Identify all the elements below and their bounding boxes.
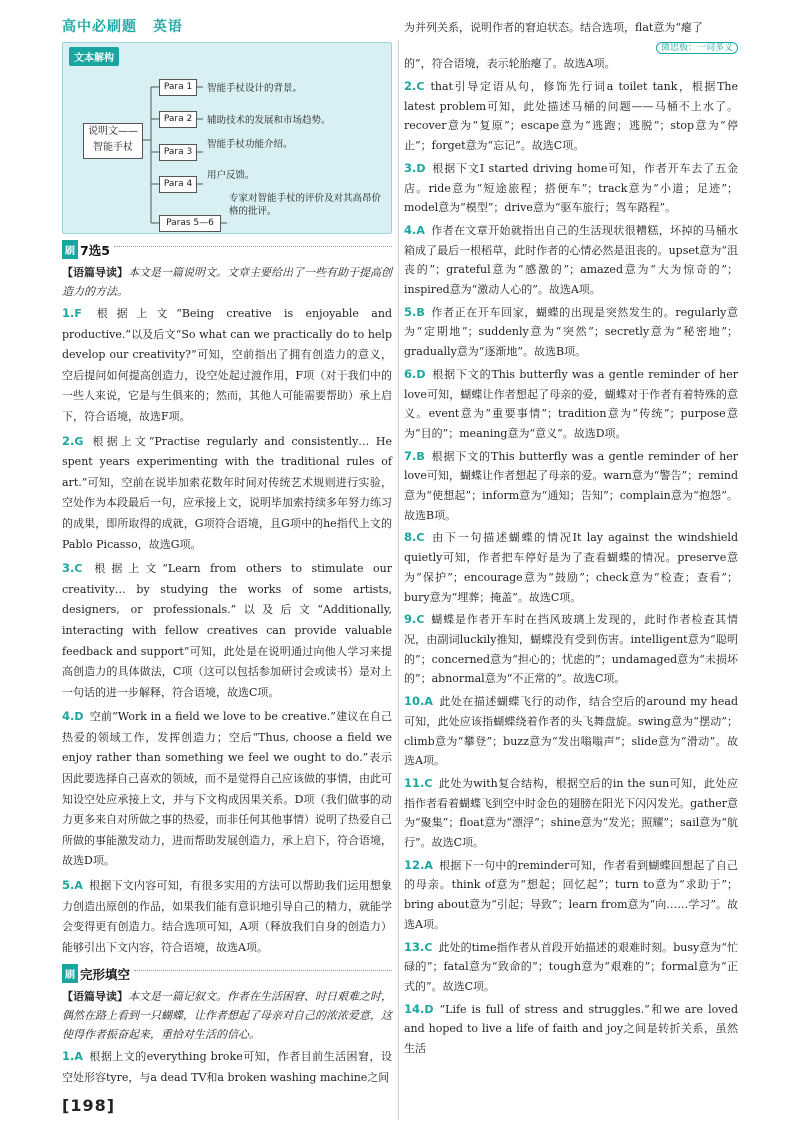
item-explanation: that引导定语从句，修饰先行词a toilet tank，根据The latest problem可知，此处描述马桶的问题——马桶不上水了。recover意为“复原”；escape意为“逃跑；逃脱”；stop意为“停止”；forget意为“忘记”。故选C项。 (404, 80, 738, 153)
root-line-1: 说明文—— (88, 126, 138, 137)
section-7-choose-5-header (62, 240, 392, 259)
item-explanation: “Life is full of stress and struggles.”和we are loved and hoped to live a life of faith and joy之间是转折关系，虽然生活 (404, 1002, 738, 1056)
item-explanation: 根据上文“Being creative is enjoyable and productive.”以及后文“So what can we practically do to help develop our creativity?”可知，空前指出了拥有创造力的意义，空后提问如何提高创造力，设空处起过渡作用，F项（对于我们中的一些人来说，它是与生俱来的；然而，其他人可能需要帮助）承上启下，符合语境，故选F项。 (62, 307, 392, 423)
item-explanation: 根据下一句中的reminder可知，作者看到蝴蝶回想起了自己的母亲。think of意为“想起；回忆起”；turn to意为“求助于”；bring about意为“引起；导致”；learn from意为“向……学习”。故选A项。 (404, 858, 738, 931)
item-explanation: 此处的time指作者从首段开始描述的艰难时刻。busy意为“忙碌的”；fatal意为“致命的”；tough意为“艰难的”；formal意为“正式的”。故选C项。 (404, 940, 738, 993)
answer-item (404, 365, 738, 444)
answer-item (62, 558, 392, 703)
answer-item (62, 431, 392, 556)
answer-item (404, 856, 738, 935)
item-number: 10. (404, 694, 425, 709)
answer-item (404, 610, 738, 689)
item-answer: A (424, 858, 433, 872)
answer-item (404, 1000, 738, 1059)
item-explanation: 此处在描述蝴蝶飞行的动作，结合空后的around my head可知，此处应该指蝴蝶绕着作者的头飞舞盘旋。swing意为“摆动”；climb意为“攀登”；buzz意为“发出嗡嗡声”；slide意为“滑动”。故选A项。 (404, 695, 738, 768)
item-number: 14. (404, 1001, 425, 1016)
reading-guide-2 (62, 987, 392, 1044)
item-number: 5. (404, 304, 417, 319)
right-column (404, 18, 738, 1062)
guide-label: 【语篇导读】 (62, 990, 128, 1004)
para-desc-2: 辅助技术的发展和市场趋势。 (207, 115, 331, 126)
item-number: 9. (404, 612, 417, 627)
tip-badge: 微思板：一词多义 (656, 42, 738, 54)
answer-item (62, 875, 392, 958)
answer-item (404, 221, 738, 300)
book-header (62, 16, 193, 36)
item-number: 1. (62, 1049, 75, 1064)
item-number: 13. (404, 939, 425, 954)
answer-item (404, 692, 738, 771)
item-explanation: 蝴蝶是作者开车时在挡风玻璃上发现的，此时作者检查其情况，由副词luckily推知，蝴蝶没有受到伤害。intelligent意为“聪明的”；concerned意为“担心的；忧虑的”；undamaged意为“未损坏的”；abnormal意为“不正常的”。故选C项。 (404, 613, 738, 686)
para-node-2: Para 2 (159, 111, 197, 128)
section-cloze-title: 完形填空 (80, 966, 131, 982)
para-node-1: Para 1 (159, 79, 197, 96)
item-answer: A (74, 879, 83, 893)
item-number: 8. (404, 530, 417, 545)
item-explanation: 作者在文章开始就指出自己的生活现状很糟糕，坏掉的马桶水箱成了最后一根稻草，此时作者的心情必然是沮丧的。upset意为“沮丧的”；grateful意为“感激的”；amazed意为“大为惊奇的”；inspired意为“激动人心的”。故选A项。 (404, 223, 738, 297)
text-structure-tag: 文本解构 (69, 47, 119, 66)
item-answer: F (74, 307, 82, 320)
item-answer: C (424, 940, 433, 954)
item-explanation: 空前“Work in a field we love to be creative.”建议在自己热爱的领域工作，发挥创造力；空后“Thus, choose a field we enjoy rather than something we feel we ought to do.”表示因此要选择自己喜欢的领域，而不是觉得自己应该做的事情，由此可知设空处应承接上文，并与下文构成因果关系。D项（我们做事的动力更多来自对所做之事的热爱，而非任何其他事情）说明了热爱自己所做的事能激发动力，进而帮助发展创造力，承上启下，符合语境，故选D项。 (62, 710, 392, 868)
answer-item (404, 77, 738, 156)
item-answer: A (74, 1050, 83, 1064)
item-number: 4. (404, 222, 417, 237)
diagram-root-node (83, 123, 143, 159)
item-number: 1. (62, 306, 75, 320)
item-answer: B (416, 305, 425, 319)
item-answer: D (416, 367, 426, 381)
answer-item (404, 938, 738, 997)
item-answer: C (424, 776, 433, 790)
section-cloze-header (62, 964, 392, 983)
guide-label: 【语篇导读】 (62, 266, 128, 279)
item-answer: C (74, 562, 83, 576)
tip-row (404, 35, 738, 54)
item-number: 3. (404, 160, 417, 175)
brush-icon: 刷 (62, 964, 78, 983)
answer-item (404, 528, 738, 607)
item-answer: G (74, 434, 84, 448)
item-explanation: 根据上文的everything broke可知，作者目前生活困窘，设空处形容tyre，与a dead TV和a broken washing machine之间 (62, 1050, 392, 1084)
item-explanation: 根据上文“Practise regularly and consistently… He spent years experimenting with the traditional rules of art.”可知，空前在说毕加索花数年时间对传统艺术规则进行实验，空处作为本段最后一句，应承接上文，说明毕加索持续多年努力练习的成果，即所取得的成就，G项符合语境，且G项中的he指代上文的Pablo Picasso，故选G项。 (62, 434, 392, 551)
para-desc-3: 智能手杖功能介绍。 (207, 139, 293, 150)
item-explanation: 此处为with复合结构，根据空后的in the sun可知，此处应指作者看着蝴蝶飞到空中时金色的翅膀在阳光下闪闪发光。gather意为“聚集”；float意为“漂浮”；shine意为“发光；照耀”；sail意为“航行”。故选C项。 (404, 776, 738, 850)
item-explanation: 由下一句描述蝴蝶的情况It lay against the windshield quietly可知，作者把车停好是为了查看蝴蝶的情况。preserve意为“保护”；encourage意为“鼓励”；check意为“检查；查看”；bury意为“埋葬；掩盖”。故选C项。 (404, 531, 738, 604)
answer-item (404, 159, 738, 218)
item-explanation: 根据下文I started driving home可知，作者开车去了五金店。ride意为“短途旅程；搭便车”；track意为“小道；足迹”；model意为“模型”；drive意为“驱车旅行；驾车路程”。 (404, 161, 738, 215)
item-answer: D (416, 161, 426, 175)
item-number: 2. (62, 433, 75, 448)
answer-item (404, 774, 738, 853)
item-answer: C (416, 531, 425, 545)
para-desc-5: 专家对智能手杖的评价及对其高昂价格的批评。 (229, 193, 382, 217)
para-desc-4: 用户反馈。 (207, 170, 255, 181)
item-number: 12. (404, 857, 425, 872)
item-answer: D (424, 1002, 434, 1016)
book-name: 高中必刷题 (62, 19, 137, 35)
item-number: 7. (404, 448, 417, 463)
answer-item (404, 447, 738, 526)
item-answer: A (424, 695, 433, 709)
continued-text-2: 的”，符合语境，表示轮胎瘪了。故选A项。 (404, 57, 616, 70)
section-header-rule (114, 246, 392, 253)
root-line-2: 智能手杖 (93, 142, 133, 153)
page-number: [198] (62, 1096, 116, 1115)
guide-text: 本文是一篇记叙文。作者在生活困窘、时日艰难之时，偶然在路上看到一只蝴蝶，让作者想起了母亲对自己的浓浓爱意，这使得作者振奋起来，重拾对生活的信心。 (62, 990, 392, 1042)
section-7-choose-5-title: 7选5 (80, 242, 110, 258)
section-header-rule (134, 970, 392, 977)
answer-item (404, 303, 738, 362)
item-explanation: 作者正在开车回家，蝴蝶的出现是突然发生的。regularly意为“定期地”；suddenly意为“突然”；secretly意为“秘密地”；gradually意为“逐渐地”。故选B项。 (404, 305, 738, 359)
item-explanation: 根据下文的This butterfly was a gentle reminder of her love可知，蝴蝶让作者想起了母亲的爱，蝴蝶对于作者有着特殊的意义。event意为“重要事情”；tradition意为“传统”；purpose意为“目的”；meaning意为“意义”。故选D项。 (404, 367, 738, 440)
item-number: 3. (62, 561, 75, 576)
item-answer: A (416, 223, 425, 237)
item-answer: C (416, 613, 425, 627)
para-desc-1: 智能手杖设计的背景。 (207, 83, 303, 94)
para-node-5: Paras 5—6 (159, 215, 221, 232)
item-explanation: 根据下文内容可知，有很多实用的方法可以帮助我们运用想象力创造出原创的作品，如果我们能有意识地引导自己的精力，就能学会变得更有创造力。结合选项可知，A项（释放我们自身的创造力）能够引出下文内容，符合语境，故选A项。 (62, 879, 392, 954)
column-divider (398, 40, 399, 1120)
continued-text: 为并列关系，说明作者的窘迫状态。结合选项，flat意为“瘪了 (404, 21, 703, 34)
answer-item (62, 303, 392, 428)
brush-icon: 刷 (62, 240, 78, 259)
reading-guide-1 (62, 263, 392, 301)
item-explanation: 根据上文“Learn from others to stimulate our creativity… by studying the works of some artists, designers, or professionals.”以及后文“Additionally, interacting with fellow creatives can provide valuable feedback and support”可知，此处是在说明通过向他人学习来提高创造力的具体做法，C项（这可以包括参加研讨会或读书）是对上一句话的进一步解释，符合语境，故选C项。 (62, 562, 392, 699)
answer-item (62, 706, 392, 872)
para-node-3: Para 3 (159, 144, 197, 161)
item-number: 4. (62, 709, 75, 724)
left-column (62, 42, 392, 1092)
item-answer: C (416, 80, 425, 93)
item-answer: B (416, 449, 425, 463)
item-number: 5. (62, 878, 75, 893)
text-structure-diagram (62, 42, 392, 234)
para-node-4: Para 4 (159, 176, 197, 193)
item-answer: D (74, 710, 84, 724)
book-subject: 英语 (152, 19, 183, 35)
item-number: 2. (404, 79, 417, 93)
item-number: 6. (404, 366, 417, 381)
answer-item (62, 1046, 392, 1088)
item-explanation: 根据下文的This butterfly was a gentle reminder of her love可知，蝴蝶让作者想起了母亲的爱。warn意为“警告”；remind意为“使想起”；inform意为“通知；告知”；complain意为“抱怨”。故选B项。 (404, 449, 738, 522)
item-number: 11. (404, 775, 425, 790)
guide-text: 本文是一篇说明文。文章主要给出了一些有助于提高创造力的方法。 (62, 266, 392, 298)
